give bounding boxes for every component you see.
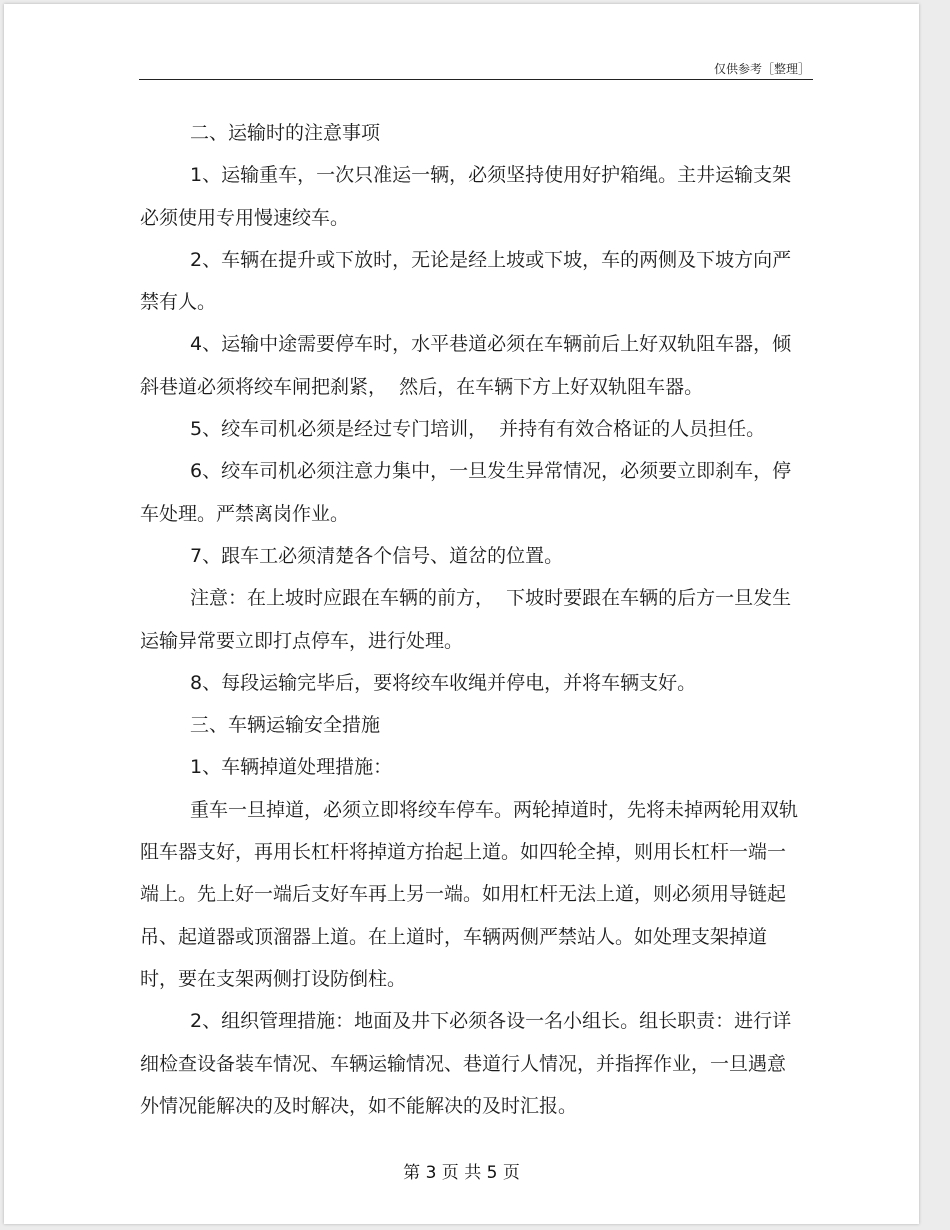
header-note: 仅供参考［整理］ <box>713 62 810 76</box>
page-number: 第 3 页 共 5 页 <box>403 1163 520 1183</box>
paragraph: 二、运输时的注意事项 <box>190 122 381 144</box>
paragraph: 重车一旦掉道，必须立即将绞车停车。两轮掉道时，先将未掉两轮用双轨阻车器支好，再用长杠杆将掉道方抬起上道。如四轮全掉，则用长杠杆一端一端上。先上好一端后支好车再上另一端。如用杠杆无法上道，则必须用导链起吊、起道器或顶溜器上道。在上道时，车辆两侧严禁站人。如处理支架掉道时，要在支架两侧打设防倒柱。 <box>140 798 799 990</box>
document-page <box>4 4 919 1224</box>
paragraph: 5、绞车司机必须是经过专门培训， 并持有有效合格证的人员担任。 <box>190 418 766 441</box>
paragraph: 2、车辆在提升或下放时，无论是经上坡或下坡，车的两侧及下坡方向严禁有人。 <box>140 248 792 314</box>
paragraph: 2、组织管理措施：地面及井下必须各设一名小组长。组长职责：进行详细检查设备装车情况、车辆运输情况、巷道行人情况，并指挥作业，一旦遇意外情况能解决的及时解决，如不能解决的及时汇报。 <box>140 1010 792 1117</box>
document-body <box>140 112 800 1127</box>
paragraph: 6、绞车司机必须注意力集中，一旦发生异常情况，必须要立即刹车，停车处理。严禁离岗作业。 <box>140 460 792 525</box>
paragraph: 三、车辆运输安全措施 <box>190 714 381 737</box>
paragraph: 4、运输中途需要停车时，水平巷道必须在车辆前后上好双轨阻车器，倾斜巷道必须将绞车闸把刹紧， 然后，在车辆下方上好双轨阻车器。 <box>140 333 792 398</box>
paragraph: 1、运输重车，一次只准运一辆，必须坚持使用好护箱绳。主井运输支架必须使用专用慢速绞车。 <box>140 164 792 229</box>
paragraph: 注意：在上坡时应跟在车辆的前方， 下坡时要跟在车辆的后方一旦发生运输异常要立即打点停车，进行处理。 <box>140 587 792 652</box>
paragraph: 8、每段运输完毕后，要将绞车收绳并停电，并将车辆支好。 <box>190 671 697 694</box>
paragraph: 1、车辆掉道处理措施： <box>190 756 393 779</box>
paragraph: 7、跟车工必须清楚各个信号、道岔的位置。 <box>190 544 564 567</box>
header-divider <box>139 79 813 80</box>
